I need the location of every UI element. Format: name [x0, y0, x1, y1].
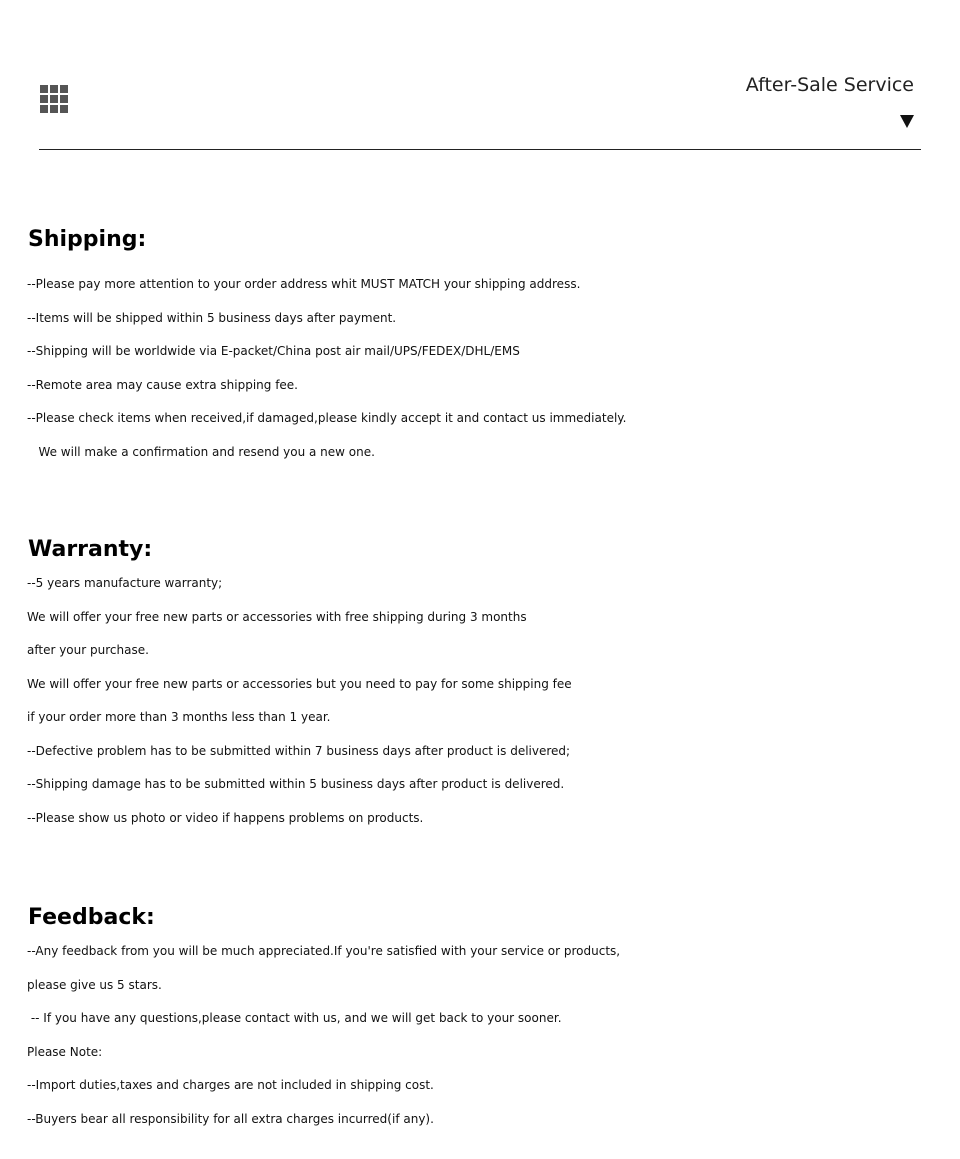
warranty-line: --Shipping damage has to be submitted within 5 business days after product is delivered. [27, 777, 565, 791]
feedback-heading: Feedback: [28, 905, 155, 930]
shipping-line: --Items will be shipped within 5 business days after payment. [27, 310, 397, 325]
shipping-line: --Please check items when received,if damaged,please kindly accept it and contact us immediately. [27, 411, 627, 425]
feedback-section [27, 903, 947, 1136]
shipping-line: --Remote area may cause extra shipping fee. [27, 377, 298, 392]
dropdown-arrow-icon[interactable] [900, 115, 914, 128]
page-title[interactable]: After-Sale Service [745, 74, 914, 96]
warranty-line: --Please show us photo or video if happens problems on products. [27, 810, 424, 825]
shipping-section [27, 225, 947, 469]
feedback-line: please give us 5 stars. [27, 977, 162, 992]
warranty-line: after your purchase. [27, 643, 149, 657]
warranty-line: --Defective problem has to be submitted within 7 business days after product is delivered; [27, 743, 571, 758]
feedback-line: --Buyers bear all responsibility for all extra charges incurred(if any). [27, 1111, 434, 1126]
shipping-heading: Shipping: [28, 227, 147, 252]
feedback-line: -- If you have any questions,please contact with us, and we will get back to your sooner. [27, 1011, 562, 1025]
warranty-line: We will offer your free new parts or accessories with free shipping during 3 months [27, 609, 527, 624]
page-header [39, 60, 921, 150]
shipping-line: --Please pay more attention to your order address whit MUST MATCH your shipping address. [27, 277, 581, 291]
warranty-line: We will offer your free new parts or accessories but you need to pay for some shipping fee [27, 676, 572, 691]
shipping-line: We will make a confirmation and resend you a new one. [27, 444, 375, 459]
note-heading: Please Note: [27, 1044, 103, 1059]
warranty-line: --5 years manufacture warranty; [27, 576, 223, 590]
feedback-line: --Any feedback from you will be much appreciated.If you're satisfied with your service or products, [27, 944, 621, 958]
shipping-line: --Shipping will be worldwide via E-packet/China post air mail/UPS/FEDEX/DHL/EMS [27, 344, 520, 358]
warranty-heading: Warranty: [28, 537, 153, 562]
warranty-line: if your order more than 3 months less than 1 year. [27, 710, 331, 724]
feedback-line: --Import duties,taxes and charges are not included in shipping cost. [27, 1078, 434, 1092]
warranty-section [27, 535, 947, 835]
grid-menu-icon[interactable] [40, 85, 68, 113]
